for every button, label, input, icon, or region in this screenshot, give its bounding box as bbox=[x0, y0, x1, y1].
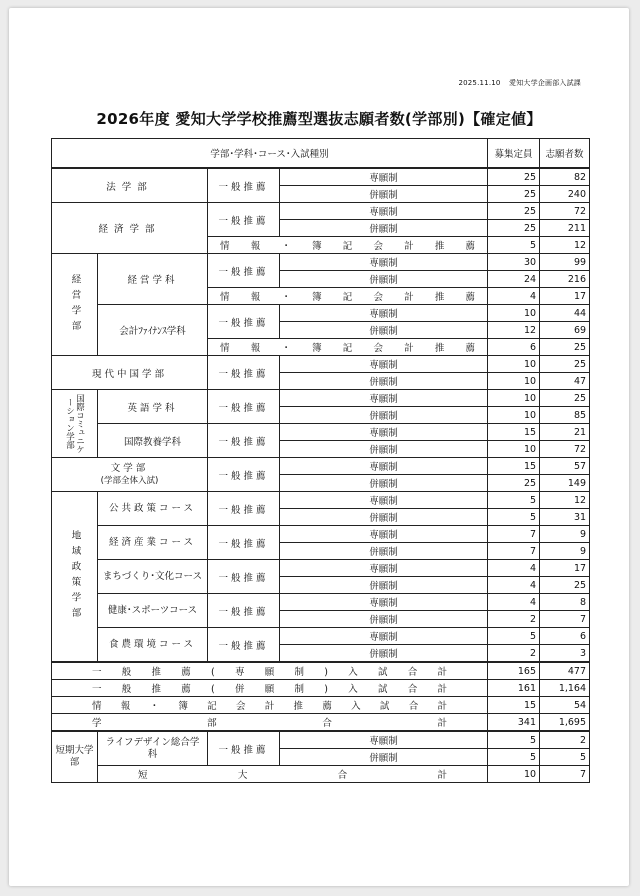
dept-acct: 会計ﾌｧｲﾅﾝｽ学科 bbox=[98, 305, 208, 356]
capacity-cell: 2 bbox=[488, 611, 540, 628]
applicants-cell: 7 bbox=[540, 611, 590, 628]
capacity-cell: 30 bbox=[488, 254, 540, 271]
capacity-cell: 5 bbox=[488, 237, 540, 254]
capacity-cell: 5 bbox=[488, 492, 540, 509]
type-senkan: 専願制 bbox=[280, 560, 488, 577]
total-label: 学部合計 bbox=[52, 714, 488, 732]
type-ippan: 一般推薦 bbox=[208, 594, 280, 628]
capacity-cell: 10 bbox=[488, 373, 540, 390]
capacity-cell: 165 bbox=[488, 662, 540, 680]
applicants-cell: 21 bbox=[540, 424, 590, 441]
type-ippan: 一般推薦 bbox=[208, 628, 280, 663]
capacity-cell: 5 bbox=[488, 628, 540, 645]
issuing-department: 愛知大学企画部入試課 bbox=[509, 79, 581, 87]
capacity-cell: 25 bbox=[488, 220, 540, 237]
applicants-cell: 25 bbox=[540, 390, 590, 407]
applicants-cell: 12 bbox=[540, 492, 590, 509]
header-capacity: 募集定員 bbox=[488, 139, 540, 169]
type-senkan: 専願制 bbox=[280, 731, 488, 749]
type-senkan: 専願制 bbox=[280, 594, 488, 611]
type-senkan: 専願制 bbox=[280, 424, 488, 441]
applicants-cell: 9 bbox=[540, 526, 590, 543]
type-senkan: 専願制 bbox=[280, 203, 488, 220]
table-row bbox=[52, 492, 590, 509]
course-food: 食農環境コース bbox=[98, 628, 208, 663]
type-senkan: 専願制 bbox=[280, 628, 488, 645]
capacity-cell: 4 bbox=[488, 594, 540, 611]
capacity-cell: 25 bbox=[488, 186, 540, 203]
dept-mgmt: 経営学科 bbox=[98, 254, 208, 305]
applicants-cell: 31 bbox=[540, 509, 590, 526]
issue-date: 2025.11.10 bbox=[458, 79, 501, 87]
type-heigan: 併願制 bbox=[280, 441, 488, 458]
faculty-junior: 短期大学部 bbox=[52, 731, 98, 783]
type-ippan: 一般推薦 bbox=[208, 254, 280, 288]
applicants-cell: 17 bbox=[540, 288, 590, 305]
type-ippan: 一般推薦 bbox=[208, 424, 280, 458]
type-ippan: 一般推薦 bbox=[208, 526, 280, 560]
table-row bbox=[52, 203, 590, 220]
type-senkan: 専願制 bbox=[280, 526, 488, 543]
capacity-cell: 4 bbox=[488, 288, 540, 305]
course-eco-ind: 経済産業コース bbox=[98, 526, 208, 560]
course-health: 健康･スポーツコース bbox=[98, 594, 208, 628]
capacity-cell: 15 bbox=[488, 424, 540, 441]
dept-english: 英語学科 bbox=[98, 390, 208, 424]
capacity-cell: 5 bbox=[488, 749, 540, 766]
type-ippan: 一般推薦 bbox=[208, 731, 280, 766]
applicants-cell: 240 bbox=[540, 186, 590, 203]
applicants-cell: 25 bbox=[540, 356, 590, 373]
total-label: 短大合計 bbox=[98, 766, 488, 783]
applicants-cell: 1,164 bbox=[540, 680, 590, 697]
capacity-cell: 7 bbox=[488, 526, 540, 543]
capacity-cell: 15 bbox=[488, 458, 540, 475]
table-row bbox=[52, 390, 590, 407]
type-heigan: 併願制 bbox=[280, 220, 488, 237]
total-label: 情報・簿記会計推薦入試合計 bbox=[52, 697, 488, 714]
applicants-cell: 3 bbox=[540, 645, 590, 663]
capacity-cell: 2 bbox=[488, 645, 540, 663]
capacity-cell: 12 bbox=[488, 322, 540, 339]
type-heigan: 併願制 bbox=[280, 186, 488, 203]
capacity-cell: 6 bbox=[488, 339, 540, 356]
applicants-cell: 25 bbox=[540, 339, 590, 356]
applicants-cell: 17 bbox=[540, 560, 590, 577]
capacity-cell: 24 bbox=[488, 271, 540, 288]
type-ippan: 一般推薦 bbox=[208, 492, 280, 526]
applicants-cell: 477 bbox=[540, 662, 590, 680]
applicants-cell: 99 bbox=[540, 254, 590, 271]
type-heigan: 併願制 bbox=[280, 271, 488, 288]
applicants-cell: 44 bbox=[540, 305, 590, 322]
total-row bbox=[52, 766, 590, 783]
applicants-table bbox=[51, 138, 590, 783]
table-row bbox=[52, 458, 590, 475]
faculty-econ: 経済学部 bbox=[52, 203, 208, 254]
type-ippan: 一般推薦 bbox=[208, 168, 280, 203]
capacity-cell: 341 bbox=[488, 714, 540, 732]
applicants-cell: 8 bbox=[540, 594, 590, 611]
capacity-cell: 7 bbox=[488, 543, 540, 560]
applicants-cell: 216 bbox=[540, 271, 590, 288]
faculty-region: 地域政策学部 bbox=[52, 492, 98, 663]
course-pub: 公共政策コース bbox=[98, 492, 208, 526]
faculty-mgmt: 経営学部 bbox=[52, 254, 98, 356]
table-row bbox=[52, 168, 590, 186]
type-senkan: 専願制 bbox=[280, 390, 488, 407]
page-title: 2026年度 愛知大学学校推薦型選抜志願者数(学部別)【確定値】 bbox=[96, 110, 542, 128]
applicants-cell: 9 bbox=[540, 543, 590, 560]
total-label: 一般推薦(併願制)入試合計 bbox=[52, 680, 488, 697]
applicants-cell: 12 bbox=[540, 237, 590, 254]
table-row bbox=[52, 356, 590, 373]
type-senkan: 専願制 bbox=[280, 254, 488, 271]
type-senkan: 専願制 bbox=[280, 492, 488, 509]
type-heigan: 併願制 bbox=[280, 749, 488, 766]
course-machi: まちづくり･文化コース bbox=[98, 560, 208, 594]
capacity-cell: 25 bbox=[488, 475, 540, 492]
faculty-lit-note: (学部全体入試) bbox=[100, 475, 159, 486]
capacity-cell: 10 bbox=[488, 407, 540, 424]
type-heigan: 併願制 bbox=[280, 543, 488, 560]
faculty-china: 現代中国学部 bbox=[52, 356, 208, 390]
type-senkan: 専願制 bbox=[280, 458, 488, 475]
type-joho: 情報・簿記会計推薦 bbox=[208, 339, 488, 356]
capacity-cell: 10 bbox=[488, 766, 540, 783]
table-row bbox=[52, 628, 590, 645]
type-heigan: 併願制 bbox=[280, 577, 488, 594]
type-senkan: 専願制 bbox=[280, 168, 488, 186]
dept-liberal: 国際教養学科 bbox=[98, 424, 208, 458]
type-ippan: 一般推薦 bbox=[208, 390, 280, 424]
applicants-cell: 82 bbox=[540, 168, 590, 186]
applicants-cell: 85 bbox=[540, 407, 590, 424]
faculty-lit-name: 文学部 bbox=[110, 462, 149, 474]
type-heigan: 併願制 bbox=[280, 407, 488, 424]
applicants-cell: 54 bbox=[540, 697, 590, 714]
capacity-cell: 5 bbox=[488, 731, 540, 749]
applicants-cell: 57 bbox=[540, 458, 590, 475]
faculty-law: 法学部 bbox=[52, 168, 208, 203]
capacity-cell: 4 bbox=[488, 577, 540, 594]
table-row bbox=[52, 731, 590, 749]
type-senkan: 専願制 bbox=[280, 305, 488, 322]
dept-life: ライフデザイン総合学科 bbox=[98, 731, 208, 766]
table-row bbox=[52, 560, 590, 577]
type-heigan: 併願制 bbox=[280, 509, 488, 526]
header-applicants: 志願者数 bbox=[540, 139, 590, 169]
table-row bbox=[52, 594, 590, 611]
applicants-cell: 211 bbox=[540, 220, 590, 237]
applicants-cell: 6 bbox=[540, 628, 590, 645]
capacity-cell: 5 bbox=[488, 509, 540, 526]
total-row bbox=[52, 697, 590, 714]
type-ippan: 一般推薦 bbox=[208, 458, 280, 492]
capacity-cell: 10 bbox=[488, 356, 540, 373]
applicants-cell: 149 bbox=[540, 475, 590, 492]
type-ippan: 一般推薦 bbox=[208, 560, 280, 594]
table-header-row bbox=[52, 139, 590, 169]
table-row bbox=[52, 526, 590, 543]
type-joho: 情報・簿記会計推薦 bbox=[208, 237, 488, 254]
applicants-cell: 69 bbox=[540, 322, 590, 339]
type-heigan: 併願制 bbox=[280, 611, 488, 628]
total-label: 一般推薦(専願制)入試合計 bbox=[52, 662, 488, 680]
table-row bbox=[52, 305, 590, 322]
capacity-cell: 10 bbox=[488, 390, 540, 407]
applicants-cell: 1,695 bbox=[540, 714, 590, 732]
type-joho: 情報・簿記会計推薦 bbox=[208, 288, 488, 305]
total-row bbox=[52, 662, 590, 680]
applicants-cell: 72 bbox=[540, 441, 590, 458]
applicants-cell: 72 bbox=[540, 203, 590, 220]
total-row bbox=[52, 680, 590, 697]
faculty-lit bbox=[52, 458, 208, 492]
type-heigan: 併願制 bbox=[280, 322, 488, 339]
capacity-cell: 25 bbox=[488, 168, 540, 186]
capacity-cell: 10 bbox=[488, 305, 540, 322]
faculty-intl: 国際コミュニケーション学部 bbox=[52, 390, 98, 458]
header-category: 学部･学科･コース･入試種別 bbox=[52, 139, 488, 169]
total-row bbox=[52, 714, 590, 732]
capacity-cell: 15 bbox=[488, 697, 540, 714]
table-row bbox=[52, 254, 590, 271]
type-heigan: 併願制 bbox=[280, 645, 488, 663]
type-heigan: 併願制 bbox=[280, 475, 488, 492]
type-senkan: 専願制 bbox=[280, 356, 488, 373]
document-meta bbox=[458, 78, 581, 88]
capacity-cell: 25 bbox=[488, 203, 540, 220]
type-ippan: 一般推薦 bbox=[208, 356, 280, 390]
applicants-cell: 25 bbox=[540, 577, 590, 594]
type-ippan: 一般推薦 bbox=[208, 305, 280, 339]
applicants-cell: 2 bbox=[540, 731, 590, 749]
applicants-cell: 7 bbox=[540, 766, 590, 783]
applicants-cell: 47 bbox=[540, 373, 590, 390]
capacity-cell: 4 bbox=[488, 560, 540, 577]
capacity-cell: 161 bbox=[488, 680, 540, 697]
applicants-cell: 5 bbox=[540, 749, 590, 766]
type-ippan: 一般推薦 bbox=[208, 203, 280, 237]
capacity-cell: 10 bbox=[488, 441, 540, 458]
type-heigan: 併願制 bbox=[280, 373, 488, 390]
table-row bbox=[52, 424, 590, 441]
